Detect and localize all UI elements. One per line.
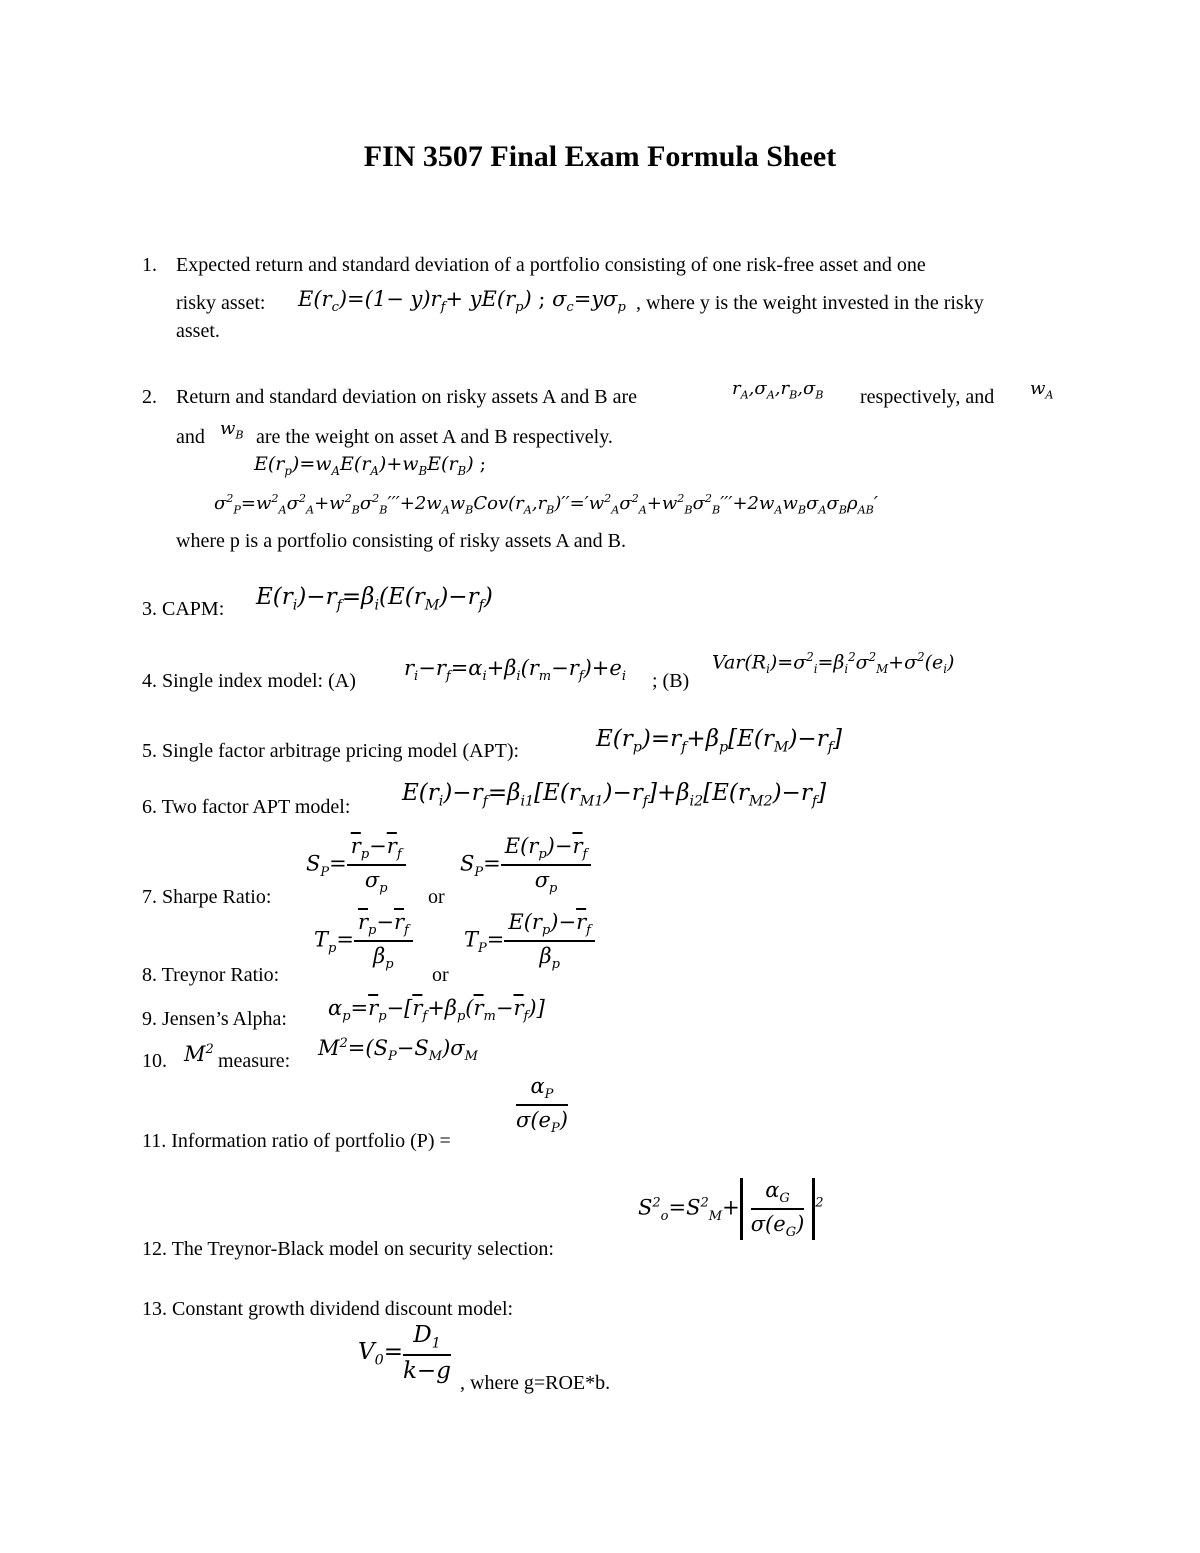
item-8-or: or [432, 964, 449, 986]
item-10-formula: $M^2=(S_P-S_M)\sigma_M$ [318, 1036, 478, 1065]
item-10-number: 10. [142, 1050, 167, 1072]
item-8-treynor-formula-1: $T_p=$ $\frac{\overline{r}_p-\overline{r}_f}{\beta_p}$ [314, 910, 413, 972]
item-3-label: 3. CAPM: [142, 598, 225, 620]
item-1-lead: risky asset: [176, 292, 266, 314]
item-10-m2-symbol: $M^2$ [184, 1042, 214, 1066]
item-2-footer: where p is a portfolio consisting of risky assets A and B. [176, 530, 626, 552]
item-10-label: measure: [218, 1050, 291, 1072]
item-5-label: 5. Single factor arbitrage pricing model (APT): [142, 740, 520, 762]
item-4-sep: ; (B) [652, 670, 690, 692]
page-title: FIN 3507 Final Exam Formula Sheet [363, 140, 837, 173]
item-13-formula: $V_0=$ $\frac{D_1}{k-g}$ [358, 1322, 451, 1384]
item-2-and: and [176, 426, 205, 448]
item-7-sharpe-formula-1: $S_P=$ $\frac{\overline{r}_p-\overline{r}_f}{\sigma_p}$ [306, 834, 406, 896]
item-6-formula: $E(r_i)-r_f=\beta_{i1}[E(r_{M1})-r_f]+\beta_{i2}[E(r_{M2})-r_f]$ [402, 780, 827, 810]
item-12-label: 12. The Treynor-Black model on security selection: [142, 1238, 554, 1260]
item-2-wb: $w_B$ [220, 418, 244, 442]
item-11-label: 11. Information ratio of portfolio (P) = [142, 1130, 451, 1152]
item-2-number: 2. [142, 386, 157, 408]
item-6-label: 6. Two factor APT model: [142, 796, 351, 818]
item-7-sharpe-formula-2: $S_P=$ $\frac{E(r_p)-\overline{r}_f}{\sigma_p}$ [460, 834, 591, 896]
item-2-mid: respectively, and [860, 386, 995, 408]
item-9-formula: $\alpha_p=\overline{r}_p-[\overline{r}_f+\beta_p(\overline{r}_m-\overline{r}_f)]$ [328, 996, 545, 1025]
item-7-or: or [428, 886, 445, 908]
item-13-tail: , where g=ROE*b. [460, 1372, 611, 1394]
item-2-lead: Return and standard deviation on risky assets A and B are [176, 386, 638, 408]
item-8-label: 8. Treynor Ratio: [142, 964, 280, 986]
item-1-line1: Expected return and standard deviation of a portfolio consisting of one risk-free asset and one [176, 254, 926, 276]
item-1-number: 1. [142, 254, 157, 276]
item-2-tail: are the weight on asset A and B respectively. [256, 426, 613, 448]
item-1-line3: asset. [176, 320, 220, 342]
item-12-formula: $S^2_o=S^2_M+$ $\frac{\alpha_G}{\sigma(e_G)}$ $^2$ [638, 1178, 824, 1241]
item-1-tail: , where y is the weight invested in the risky [636, 292, 984, 314]
item-8-treynor-formula-2: $T_P=$ $\frac{E(r_p)-\overline{r}_f}{\beta_p}$ [464, 910, 595, 972]
item-4-formula-a: $r_i-r_f=\alpha_i+\beta_i(r_m-r_f)+e_i$ [404, 656, 626, 685]
item-2-wa: $w_A$ [1030, 378, 1054, 402]
item-11-formula: $\frac{\alpha_P}{\sigma(e_P)}$ [516, 1074, 568, 1137]
item-5-formula: $E(r_p)=r_f+\beta_p[E(r_M)-r_f]$ [596, 726, 842, 756]
item-13-label: 13. Constant growth dividend discount model: [142, 1298, 514, 1320]
item-3-formula: $E(r_i)-r_f=\beta_i(E(r_M)-r_f)$ [256, 584, 493, 614]
item-9-label: 9. Jensen’s Alpha: [142, 1008, 287, 1030]
item-7-label: 7. Sharpe Ratio: [142, 886, 272, 908]
item-2-return-formula: $E(r_p)=w_AE(r_A)+w_BE(r_B)$ ; [254, 453, 487, 478]
item-4-label: 4. Single index model: (A) [142, 670, 356, 692]
item-2-variance-formula: $\sigma^2_P=w^2_A\sigma^2_A+w^2_B\sigma^2_B'''+2w_Aw_BCov(r_A,r_B)''='w^2_A\sigma^2_A+w^2_B\sigma^2_B'''+2w_Aw_B\sigma_A\sigma_B\rho_{AB}'$ [214, 492, 878, 517]
item-4-formula-b: $Var(R_i)=\sigma^2_i=\beta_i^2\sigma^2_M+\sigma^2(e_i)$ [712, 650, 955, 677]
item-1-formula: $E(r_c)=(1- y)r_f+ yE(r_p)$ ; $\sigma_c=y\sigma_p$ [298, 287, 626, 316]
item-2-symbols: $r_A,\sigma_A,r_B,\sigma_B$ [732, 378, 824, 402]
